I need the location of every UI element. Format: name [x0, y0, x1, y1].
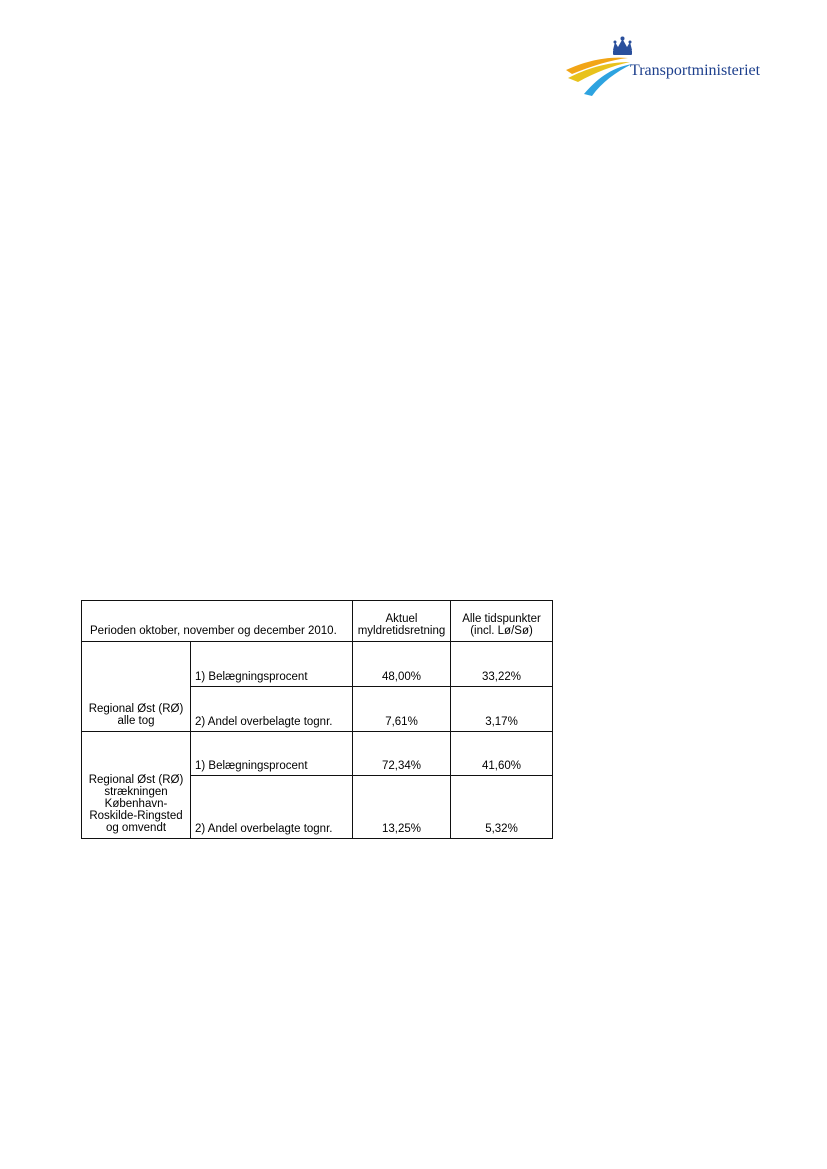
rush-header-line-2: myldretidsretning [357, 625, 446, 637]
value-all: 41,60% [451, 732, 553, 776]
value-all: 33,22% [451, 642, 553, 687]
group-label-regional-route [82, 732, 191, 839]
value-all: 5,32% [451, 776, 553, 839]
occupancy-table [81, 600, 553, 839]
group-label-line: Regional Øst (RØ) [88, 703, 184, 715]
metric-occupancy: 1) Belægningsprocent [191, 732, 353, 776]
group-label-line: København- [104, 798, 168, 810]
transportministeriet-logo [566, 36, 791, 98]
rush-header-line-1: Aktuel [385, 613, 418, 625]
metric-overloaded: 2) Andel overbelagte tognr. [191, 687, 353, 732]
value-rush: 72,34% [353, 732, 451, 776]
group-label-line: Regional Øst (RØ) [88, 774, 184, 786]
table-row [82, 642, 553, 687]
table-row [82, 732, 553, 776]
value-rush: 48,00% [353, 642, 451, 687]
value-rush: 7,61% [353, 687, 451, 732]
all-header-line-2: (incl. Lø/Sø) [470, 625, 533, 637]
value-rush: 13,25% [353, 776, 451, 839]
group-label-line: alle tog [117, 715, 155, 727]
group-label-line: Roskilde-Ringsted [89, 810, 183, 822]
crown-swoosh-icon [566, 36, 636, 98]
metric-occupancy: 1) Belægningsprocent [191, 642, 353, 687]
metric-overloaded: 2) Andel overbelagte tognr. [191, 776, 353, 839]
value-all: 3,17% [451, 687, 553, 732]
group-label-line: strækningen [104, 786, 168, 798]
group-label-regional-all [82, 642, 191, 732]
period-header: Perioden oktober, november og december 2010. [82, 601, 353, 642]
rush-direction-header [353, 601, 451, 642]
group-label-line: og omvendt [105, 822, 167, 834]
all-header-line-1: Alle tidspunkter [462, 613, 541, 625]
all-times-header [451, 601, 553, 642]
logo-text: Transportministeriet [630, 62, 761, 79]
